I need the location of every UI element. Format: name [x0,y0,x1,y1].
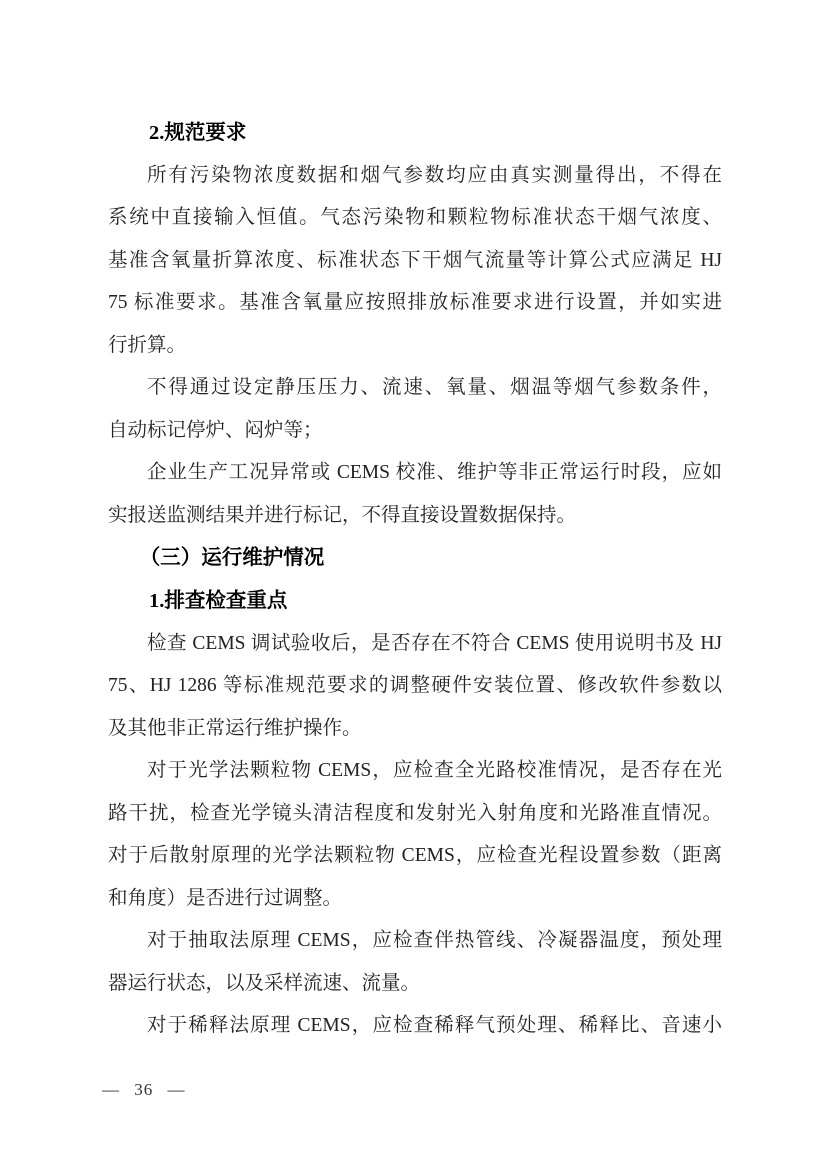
body-line: 对于光学法颗粒物 CEMS，应检查全光路校准情况，是否存在光 [147,760,722,782]
body-line: 75、HJ 1286 等标准规范要求的调整硬件安装位置、修改软件参数以 [108,675,722,697]
body-line: 基准含氧量折算浓度、标准状态下干烟气流量等计算公式应满足 HJ [108,249,722,271]
heading-1-inspection-key-points: 1.排查检查重点 [149,590,288,613]
body-line: 对于后散射原理的光学法颗粒物 CEMS，应检查光程设置参数（距离 [108,845,722,867]
document-body [108,112,722,1048]
page-number: — 36 — [102,1080,186,1099]
body-line: 自动标记停炉、闷炉等； [108,419,323,441]
body-line: 实报送监测结果并进行标记，不得直接设置数据保持。 [108,504,577,526]
body-line: 所有污染物浓度数据和烟气参数均应由真实测量得出，不得在 [147,164,722,186]
body-line: 不得通过设定静压压力、流速、氧量、烟温等烟气参数条件， [147,377,722,399]
heading-2-spec-requirements: 2.规范要求 [149,122,247,144]
body-line: 行折算。 [108,334,187,356]
body-line: 对于抽取法原理 CEMS，应检查伴热管线、冷凝器温度，预处理 [147,930,722,952]
body-line: 企业生产工况异常或 CEMS 校准、维护等非正常运行时段，应如 [147,462,722,484]
body-line: 检查 CEMS 调试验收后，是否存在不符合 CEMS 使用说明书及 HJ [147,632,722,654]
body-line: 75 标准要求。基准含氧量应按照排放标准要求进行设置，并如实进 [108,292,722,314]
body-line: 对于稀释法原理 CEMS，应检查稀释气预处理、稀释比、音速小 [147,1015,722,1037]
body-line: 系统中直接输入恒值。气态污染物和颗粒物标准状态干烟气浓度、 [108,207,722,229]
body-line: 和角度）是否进行过调整。 [108,887,343,909]
body-line: 及其他非正常运行维护操作。 [108,717,362,739]
body-line: 器运行状态，以及采样流速、流量。 [108,972,421,994]
body-line: 路干扰，检查光学镜头清洁程度和发射光入射角度和光路准直情况。 [108,802,722,824]
heading-3-operation-maintenance: （三）运行维护情况 [139,547,325,570]
